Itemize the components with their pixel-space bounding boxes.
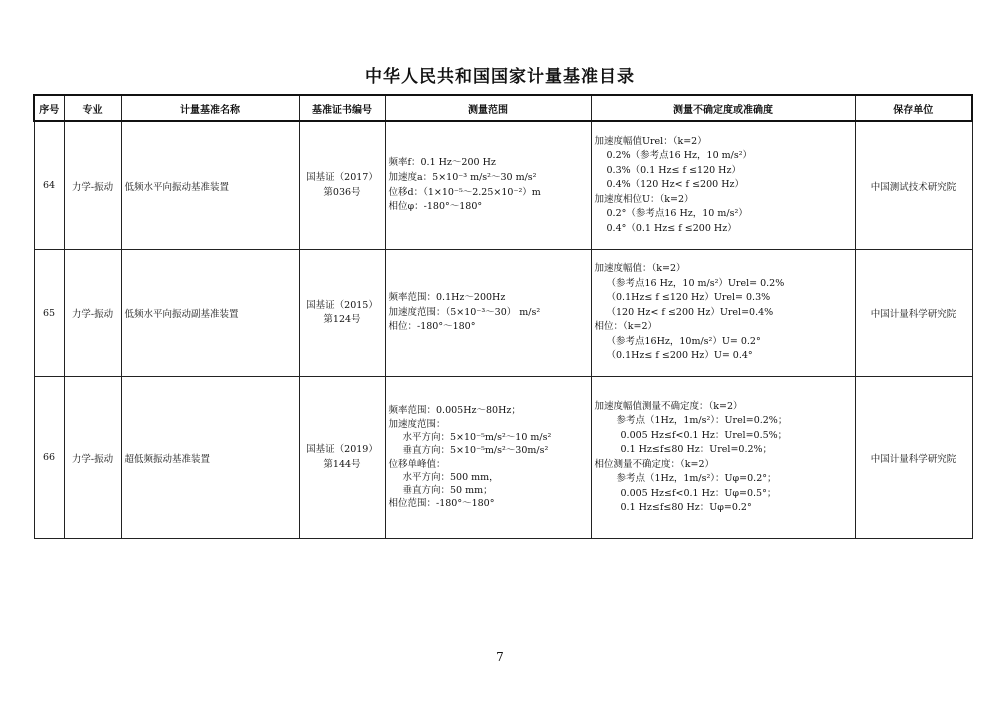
table-header-row	[34, 95, 972, 121]
field-cell: 力学-振动	[64, 377, 121, 539]
header-uncertainty: 测量不确定度或准确度	[591, 95, 855, 121]
range-line: 频率范围：0.1Hz～200Hz	[388, 292, 506, 304]
uncertainty-line: 0.1 Hz≤f≤80 Hz：Urel=0.2%；	[620, 444, 773, 455]
header-field: 专业	[64, 95, 121, 121]
uncertainty-line: 参考点（1Hz，1m/s²）：Uφ=0.2°；	[616, 473, 777, 484]
uncertainty-line: （参考点16Hz，10m/s²）U= 0.2°	[606, 335, 761, 347]
measurement-range-cell	[385, 250, 591, 377]
certificate-line: 国基证（2019）	[306, 444, 378, 455]
uncertainty-line: （120 Hz< f ≤200 Hz）Urel=0.4%	[606, 306, 774, 318]
uncertainty-line: 相位测量不确定度：（k=2）	[594, 458, 715, 470]
header-serial-number: 序号	[34, 95, 64, 121]
certificate-line: 第144号	[323, 458, 361, 470]
range-line: 位移单峰值：	[388, 458, 446, 470]
certificate-line: 国基证（2017）	[306, 172, 378, 183]
range-line: 相位：-180°～180°	[388, 321, 476, 333]
measurement-range-cell	[385, 377, 591, 539]
range-line: 相位范围：-180°～180°	[388, 498, 495, 510]
field-cell: 力学-振动	[64, 121, 121, 250]
uncertainty-cell	[591, 377, 855, 539]
certificate-cell	[299, 250, 385, 377]
uncertainty-line: 0.4%（120 Hz< f ≤200 Hz）	[606, 179, 744, 191]
header-standard-name: 计量基准名称	[121, 95, 299, 121]
page-title: 中华人民共和国国家计量基准目录	[365, 67, 635, 87]
custodian-cell: 中国计量科学研究院	[855, 377, 972, 539]
serial-number-cell: 65	[34, 250, 64, 377]
uncertainty-line: 0.2°（参考点16 Hz，10 m/s²）	[606, 208, 748, 220]
standards-catalog-table	[33, 94, 973, 539]
uncertainty-line: 相位：（k=2）	[594, 321, 658, 333]
page-number: 7	[496, 650, 504, 664]
table-row	[34, 250, 972, 377]
range-line: 加速度范围：	[388, 418, 446, 430]
uncertainty-line: 加速度相位U：（k=2）	[594, 193, 694, 205]
certificate-cell	[299, 377, 385, 539]
uncertainty-line: 0.4°（0.1 Hz≤ f ≤200 Hz）	[606, 222, 737, 234]
header-certificate-number: 基准证书编号	[299, 95, 385, 121]
certificate-line: 第124号	[323, 314, 361, 325]
table-row	[34, 121, 972, 250]
uncertainty-line: 加速度幅值测量不确定度：（k=2）	[594, 400, 743, 412]
uncertainty-line: （参考点16 Hz，10 m/s²）Urel= 0.2%	[606, 277, 785, 289]
uncertainty-line: 0.2%（参考点16 Hz，10 m/s²）	[606, 150, 753, 162]
range-line: 水平方向：500 mm，	[402, 471, 499, 483]
uncertainty-line: （0.1Hz≤ f ≤120 Hz）Urel= 0.3%	[606, 292, 771, 304]
uncertainty-line: 0.3%（0.1 Hz≤ f ≤120 Hz）	[606, 164, 741, 176]
header-measurement-range: 测量范围	[385, 95, 591, 121]
uncertainty-cell	[591, 250, 855, 377]
uncertainty-line: 加速度幅值：（k=2）	[594, 263, 686, 275]
uncertainty-line: 0.005 Hz≤f<0.1 Hz：Urel=0.5%；	[620, 429, 788, 441]
range-line: 垂直方向：50 mm；	[402, 485, 493, 497]
uncertainty-line: 0.1 Hz≤f≤80 Hz：Uφ=0.2°	[620, 502, 752, 513]
range-line: 频率f：0.1 Hz～200 Hz	[388, 156, 496, 168]
certificate-line: 第036号	[323, 186, 361, 198]
uncertainty-line: 0.005 Hz≤f<0.1 Hz：Uφ=0.5°；	[620, 487, 777, 499]
uncertainty-cell	[591, 121, 855, 250]
standard-name-cell: 低频水平向振动基准装置	[121, 121, 299, 250]
range-line: 垂直方向：5×10⁻⁵m/s²～30m/s²	[402, 445, 549, 457]
range-line: 频率范围：0.005Hz～80Hz；	[388, 405, 521, 417]
table-row	[34, 377, 972, 539]
uncertainty-line: （0.1Hz≤ f ≤200 Hz）U= 0.4°	[606, 350, 753, 362]
serial-number-cell: 66	[34, 377, 64, 539]
uncertainty-line: 加速度幅值Urel：（k=2）	[594, 135, 707, 147]
range-line: 加速度a：5×10⁻³ m/s²～30 m/s²	[388, 171, 537, 183]
standard-name-cell: 低频水平向振动副基准装置	[121, 250, 299, 377]
custodian-cell: 中国测试技术研究院	[855, 121, 972, 250]
measurement-range-cell	[385, 121, 591, 250]
certificate-line: 国基证（2015）	[306, 299, 378, 311]
range-line: 位移d：（1×10⁻⁵～2.25×10⁻²）m	[388, 186, 541, 198]
uncertainty-line: 参考点（1Hz，1m/s²）：Urel=0.2%；	[616, 415, 788, 426]
certificate-cell	[299, 121, 385, 250]
range-line: 相位φ：-180°～180°	[388, 201, 483, 213]
field-cell: 力学-振动	[64, 250, 121, 377]
serial-number-cell: 64	[34, 121, 64, 250]
range-line: 水平方向：5×10⁻⁵m/s²～10 m/s²	[402, 431, 552, 443]
range-line: 加速度范围：（5×10⁻³～30） m/s²	[388, 306, 541, 318]
custodian-cell: 中国计量科学研究院	[855, 250, 972, 377]
header-custodian: 保存单位	[855, 95, 972, 121]
standard-name-cell: 超低频振动基准装置	[121, 377, 299, 539]
